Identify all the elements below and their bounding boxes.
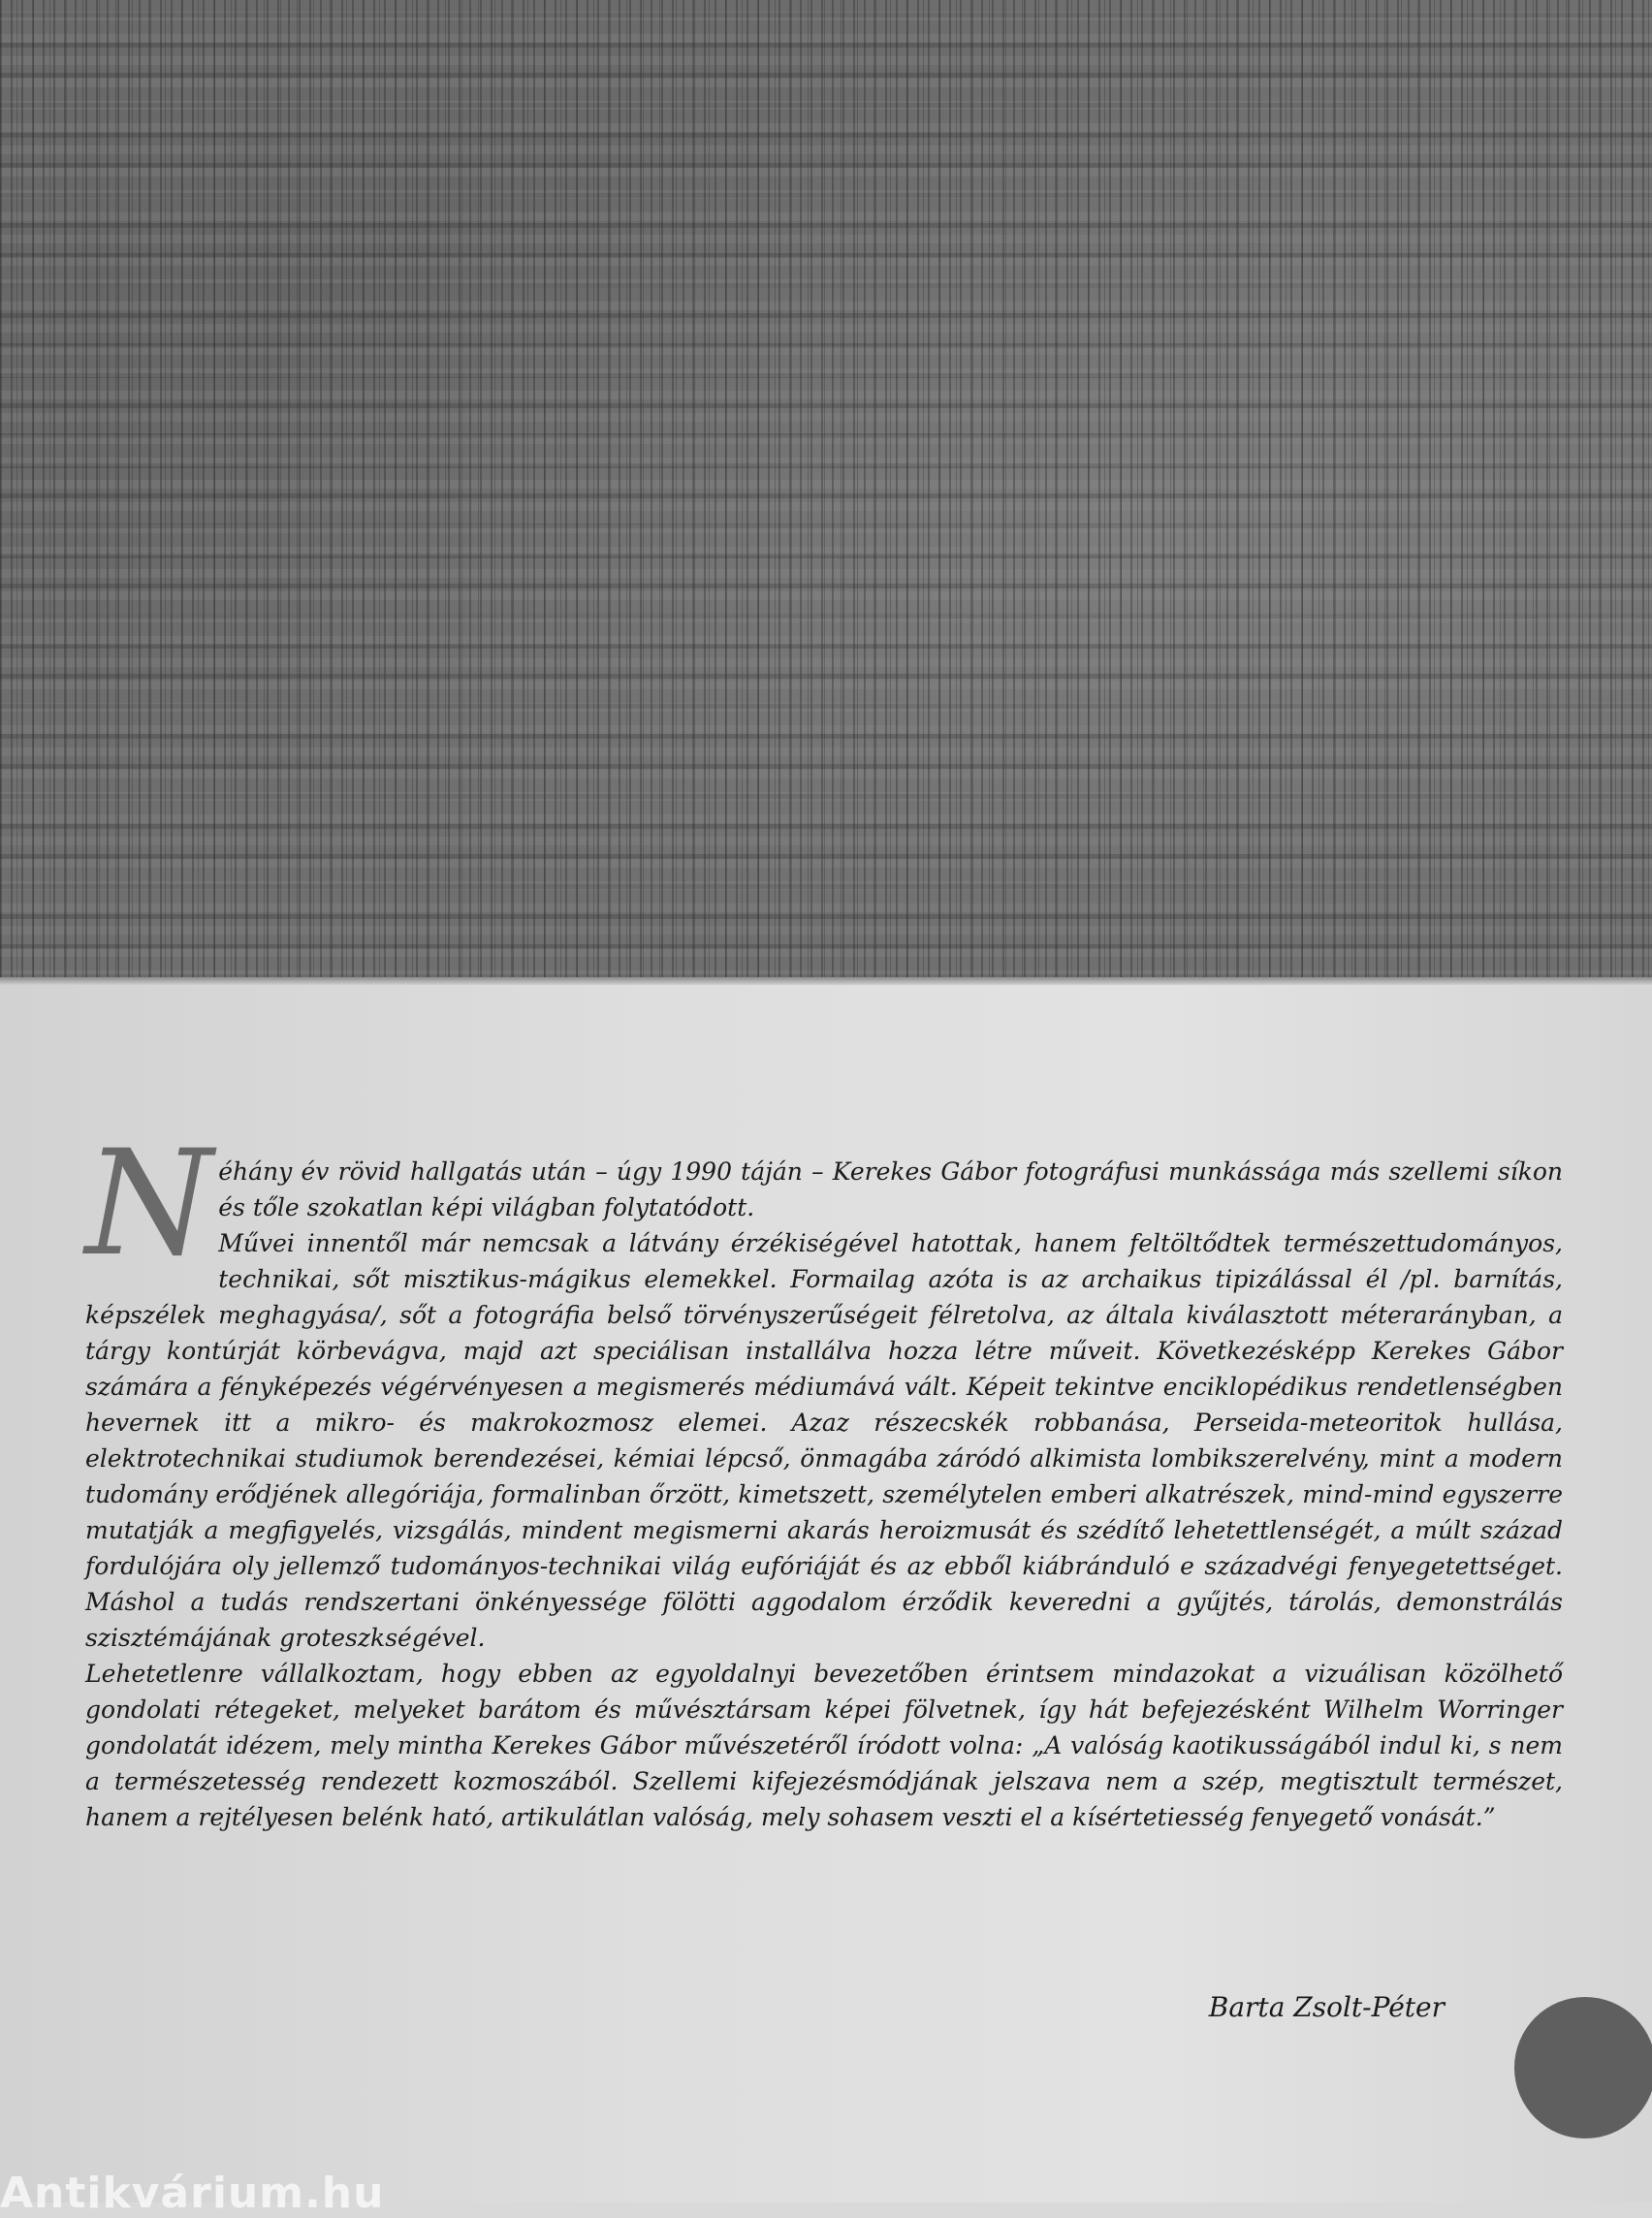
paragraph-1 [85, 1120, 1563, 1288]
cover-texture [0, 0, 1652, 979]
drop-cap-letter: N [85, 1120, 213, 1288]
paragraph-3: Lehetetlenre vállalkoztam, hogy ebben az egyoldalnyi bevezetőben érintsem mindazokat a vizuálisan közölhető gondolati rétegeket, melyeket barátom és művésztársam képei fölvetnek, így hát befejezésként Wilhelm Worringer gondolatát idézem, mely mintha Kerekes Gábor művészetéről íródott volna: „A valóság kaotikusságából indul ki, s nem a természetesség rendezett kozmoszából. Szellemi kifejezésmódjának jelszava nem a szép, megtisztult természet, hanem a rejtélyesen belénk ható, artikulátlan valóság, mely sohasem veszti el a kísértetiesség fenyegető vonását.” [85, 1660, 1563, 1831]
cover-edge [0, 977, 1652, 985]
paragraph-1-text: éhány év rövid hallgatás után – úgy 1990 táján – Kerekes Gábor fotográfusi munkássága más szellemi síkon és tőle szokatlan képi világban folytatódott. [218, 1157, 1563, 1221]
paragraph-2: Művei innentől már nemcsak a látvány érzékiségével hatottak, hanem feltöltődtek természettudományos, technikai, sőt misztikus-mágikus elemekkel. Formailag azóta is az archaikus tipizálással él /pl. barnítás, képszélek meghagyása/, sőt a fotográfia belső törvényszerűségeit félretolva, az általa kiválasztott méterarányban, a tárgy kontúrját körbevágva, majd azt speciálisan installálva hozza létre műveit. Következésképp Kerekes Gábor számára a fényképezés végérvényesen a megismerés médiumává vált. Képeit tekintve enciklopédikus rendetlenségben hevernek itt a mikro- és makrokozmosz elemei. Azaz részecskék robbanása, Perseida-meteoritok hullása, elektrotechnikai studiumok berendezései, kémiai lépcső, önmagába záródó alkimista lombikszerelvény, mint a modern tudomány erődjének allegóriája, formalinban őrzött, kimetszett, személytelen emberi alkatrészek, mind-mind egyszerre mutatják a megfigyelés, vizsgálás, mindent megismerni akarás heroizmusát és szédítő lehetettlenségét, a múlt század fordulójára oly jellemző tudományos-technikai világ eufóriáját és az ebből kiábránduló e századvégi fenyegetettséget. Máshol a tudás rendszertani önkényessége fölötti aggodalom érződik keveredni a gyűjtés, tárolás, demonstrálás szisztémájának groteszkségével. [85, 1229, 1563, 1652]
grey-circle-mark [1514, 1997, 1652, 2139]
author-signature: Barta Zsolt-Péter [1208, 1991, 1445, 2023]
watermark-text: Antikvárium.hu [0, 2169, 385, 2218]
body-text [85, 1120, 1563, 1835]
